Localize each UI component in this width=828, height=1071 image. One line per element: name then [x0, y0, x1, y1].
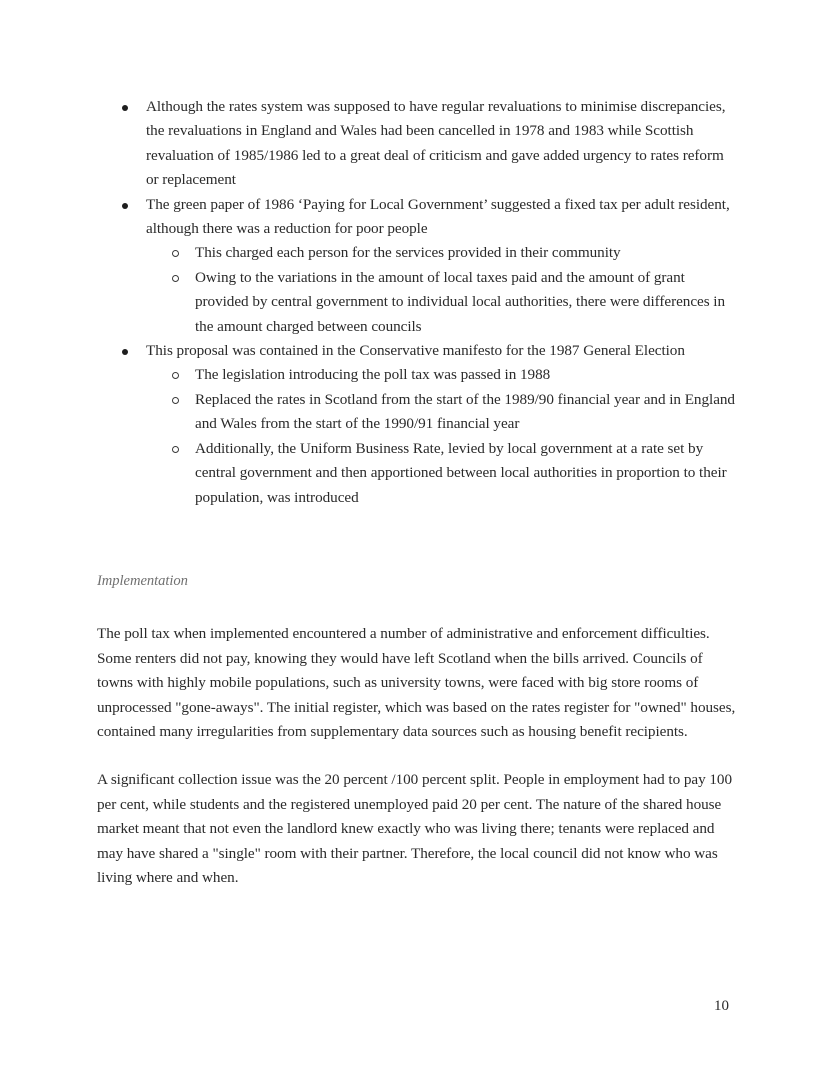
hollow-bullet-icon — [172, 446, 179, 453]
page-content — [97, 95, 737, 890]
body-paragraph: A significant collection issue was the 20 percent /100 percent split. People in employment had to pay 100 per cent, while students and the registered unemployed paid 20 per cent. The nature of the shared house market meant that not even the landlord knew exactly who was living there; tenants were replaced and may have shared a "single" room with their partner. Therefore, the local council did not know who was living where and when. — [97, 771, 733, 886]
section-heading: Implementation — [97, 572, 188, 589]
bullet-text: The green paper of 1986 ‘Paying for Local Government’ suggested a fixed tax per adult resident, although there was a reduction for poor people — [146, 195, 730, 238]
bullet-text: Although the rates system was supposed to have regular revaluations to minimise discrepancies, the revaluations in England and Wales had been cancelled in 1978 and 1983 while Scottish revaluation of 1985/1986 led to a great deal of criticism and gave added urgency to rates reform or replacement — [146, 98, 726, 189]
bullet-list — [97, 95, 737, 510]
bullet-item — [97, 193, 737, 339]
hollow-bullet-icon — [172, 372, 179, 379]
filled-bullet-icon — [122, 203, 128, 209]
filled-bullet-icon — [122, 349, 128, 355]
sub-bullet-item — [146, 241, 737, 265]
hollow-bullet-icon — [172, 250, 179, 257]
sub-bullet-list — [146, 241, 737, 339]
sub-bullet-item — [146, 388, 737, 437]
sub-bullet-text: The legislation introducing the poll tax was passed in 1988 — [195, 366, 551, 384]
page-number: 10 — [714, 998, 729, 1014]
sub-bullet-text: This charged each person for the services provided in their community — [195, 244, 621, 262]
sub-bullet-item — [146, 266, 737, 339]
sub-bullet-text: Additionally, the Uniform Business Rate, levied by local government at a rate set by central government and then apportioned between local authorities in proportion to their population, was introduced — [195, 439, 727, 506]
bullet-item — [97, 339, 737, 510]
sub-bullet-item — [146, 437, 737, 510]
body-paragraph: The poll tax when implemented encountered a number of administrative and enforcement difficulties. Some renters did not pay, knowing they would have left Scotland when the bills arrived. Councils of towns with highly mobile populations, such as university towns, were faced with big store rooms of unprocessed "gone-aways". The initial register, which was based on the rates register for "owned" houses, contained many irregularities from supplementary data sources such as housing benefit recipients. — [97, 625, 736, 740]
sub-bullet-text: Replaced the rates in Scotland from the start of the 1989/90 financial year and in England and Wales from the start of the 1990/91 financial year — [195, 390, 735, 433]
bullet-item — [97, 95, 737, 193]
hollow-bullet-icon — [172, 275, 179, 282]
hollow-bullet-icon — [172, 397, 179, 404]
filled-bullet-icon — [122, 105, 128, 111]
bullet-text: This proposal was contained in the Conservative manifesto for the 1987 General Election — [146, 342, 685, 360]
sub-bullet-text: Owing to the variations in the amount of local taxes paid and the amount of grant provided by central government to individual local authorities, there were differences in the amount charged between councils — [195, 268, 726, 335]
sub-bullet-list — [146, 363, 737, 509]
sub-bullet-item — [146, 363, 737, 387]
